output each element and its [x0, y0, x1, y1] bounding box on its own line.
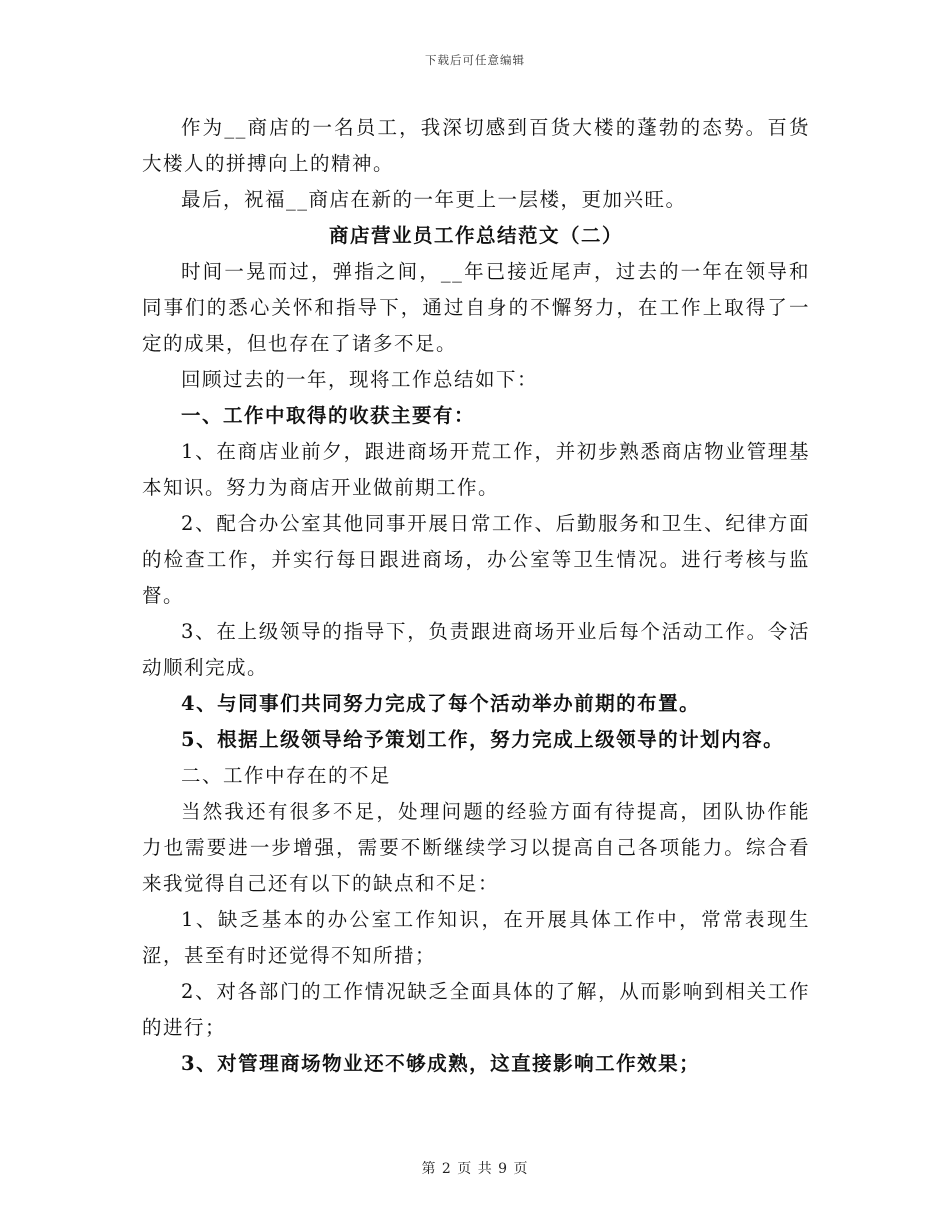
achievement-item-2: 2、配合办公室其他同事开展日常工作、后勤服务和卫生、纪律方面的检查工作，并实行每日跟进商场，办公室等卫生情况。进行考核与监督。	[142, 512, 810, 607]
paragraph-closing: 最后，祝福__商店在新的一年更上一层楼，更加兴旺。	[181, 188, 687, 211]
achievement-item-4: 4、与同事们共同努力完成了每个活动举办前期的布置。	[181, 692, 701, 715]
achievement-item-5: 5、根据上级领导给予策划工作，努力完成上级领导的计划内容。	[181, 728, 785, 751]
section-title: 商店营业员工作总结范文（二）	[328, 224, 623, 247]
heading-achievements: 一、工作中取得的收获主要有：	[181, 404, 476, 427]
shortcoming-item-3: 3、对管理商场物业还不够成熟，这直接影响工作效果；	[181, 1052, 701, 1075]
paragraph-review: 回顾过去的一年，现将工作总结如下：	[181, 368, 539, 391]
document-body	[142, 110, 810, 1082]
heading-shortcomings: 二、工作中存在的不足	[181, 764, 392, 787]
page-footer: 第 2 页 共 9 页	[421, 1161, 529, 1177]
page-header: 下载后可任意编辑	[425, 53, 525, 67]
achievement-item-3: 3、在上级领导的指导下，负责跟进商场开业后每个活动工作。令活动顺利完成。	[142, 620, 810, 679]
achievement-item-1: 1、在商店业前夕，跟进商场开荒工作，并初步熟悉商店物业管理基本知识。努力为商店开业做前期工作。	[142, 440, 810, 499]
shortcoming-item-1: 1、缺乏基本的办公室工作知识，在开展具体工作中，常常表现生涩，甚至有时还觉得不知所措；	[142, 908, 810, 967]
shortcoming-item-2: 2、对各部门的工作情况缺乏全面具体的了解，从而影响到相关工作的进行；	[142, 980, 810, 1039]
paragraph-intro: 作为__商店的一名员工，我深切感到百货大楼的蓬勃的态势。百货大楼人的拼搏向上的精神。	[142, 116, 810, 175]
paragraph-shortcomings-intro: 当然我还有很多不足，处理问题的经验方面有待提高，团队协作能力也需要进一步增强，需要不断继续学习以提高自己各项能力。综合看来我觉得自己还有以下的缺点和不足：	[142, 800, 810, 895]
paragraph-opening: 时间一晃而过，弹指之间，__年已接近尾声，过去的一年在领导和同事们的悉心关怀和指导下，通过自身的不懈努力，在工作上取得了一定的成果，但也存在了诸多不足。	[142, 260, 810, 355]
